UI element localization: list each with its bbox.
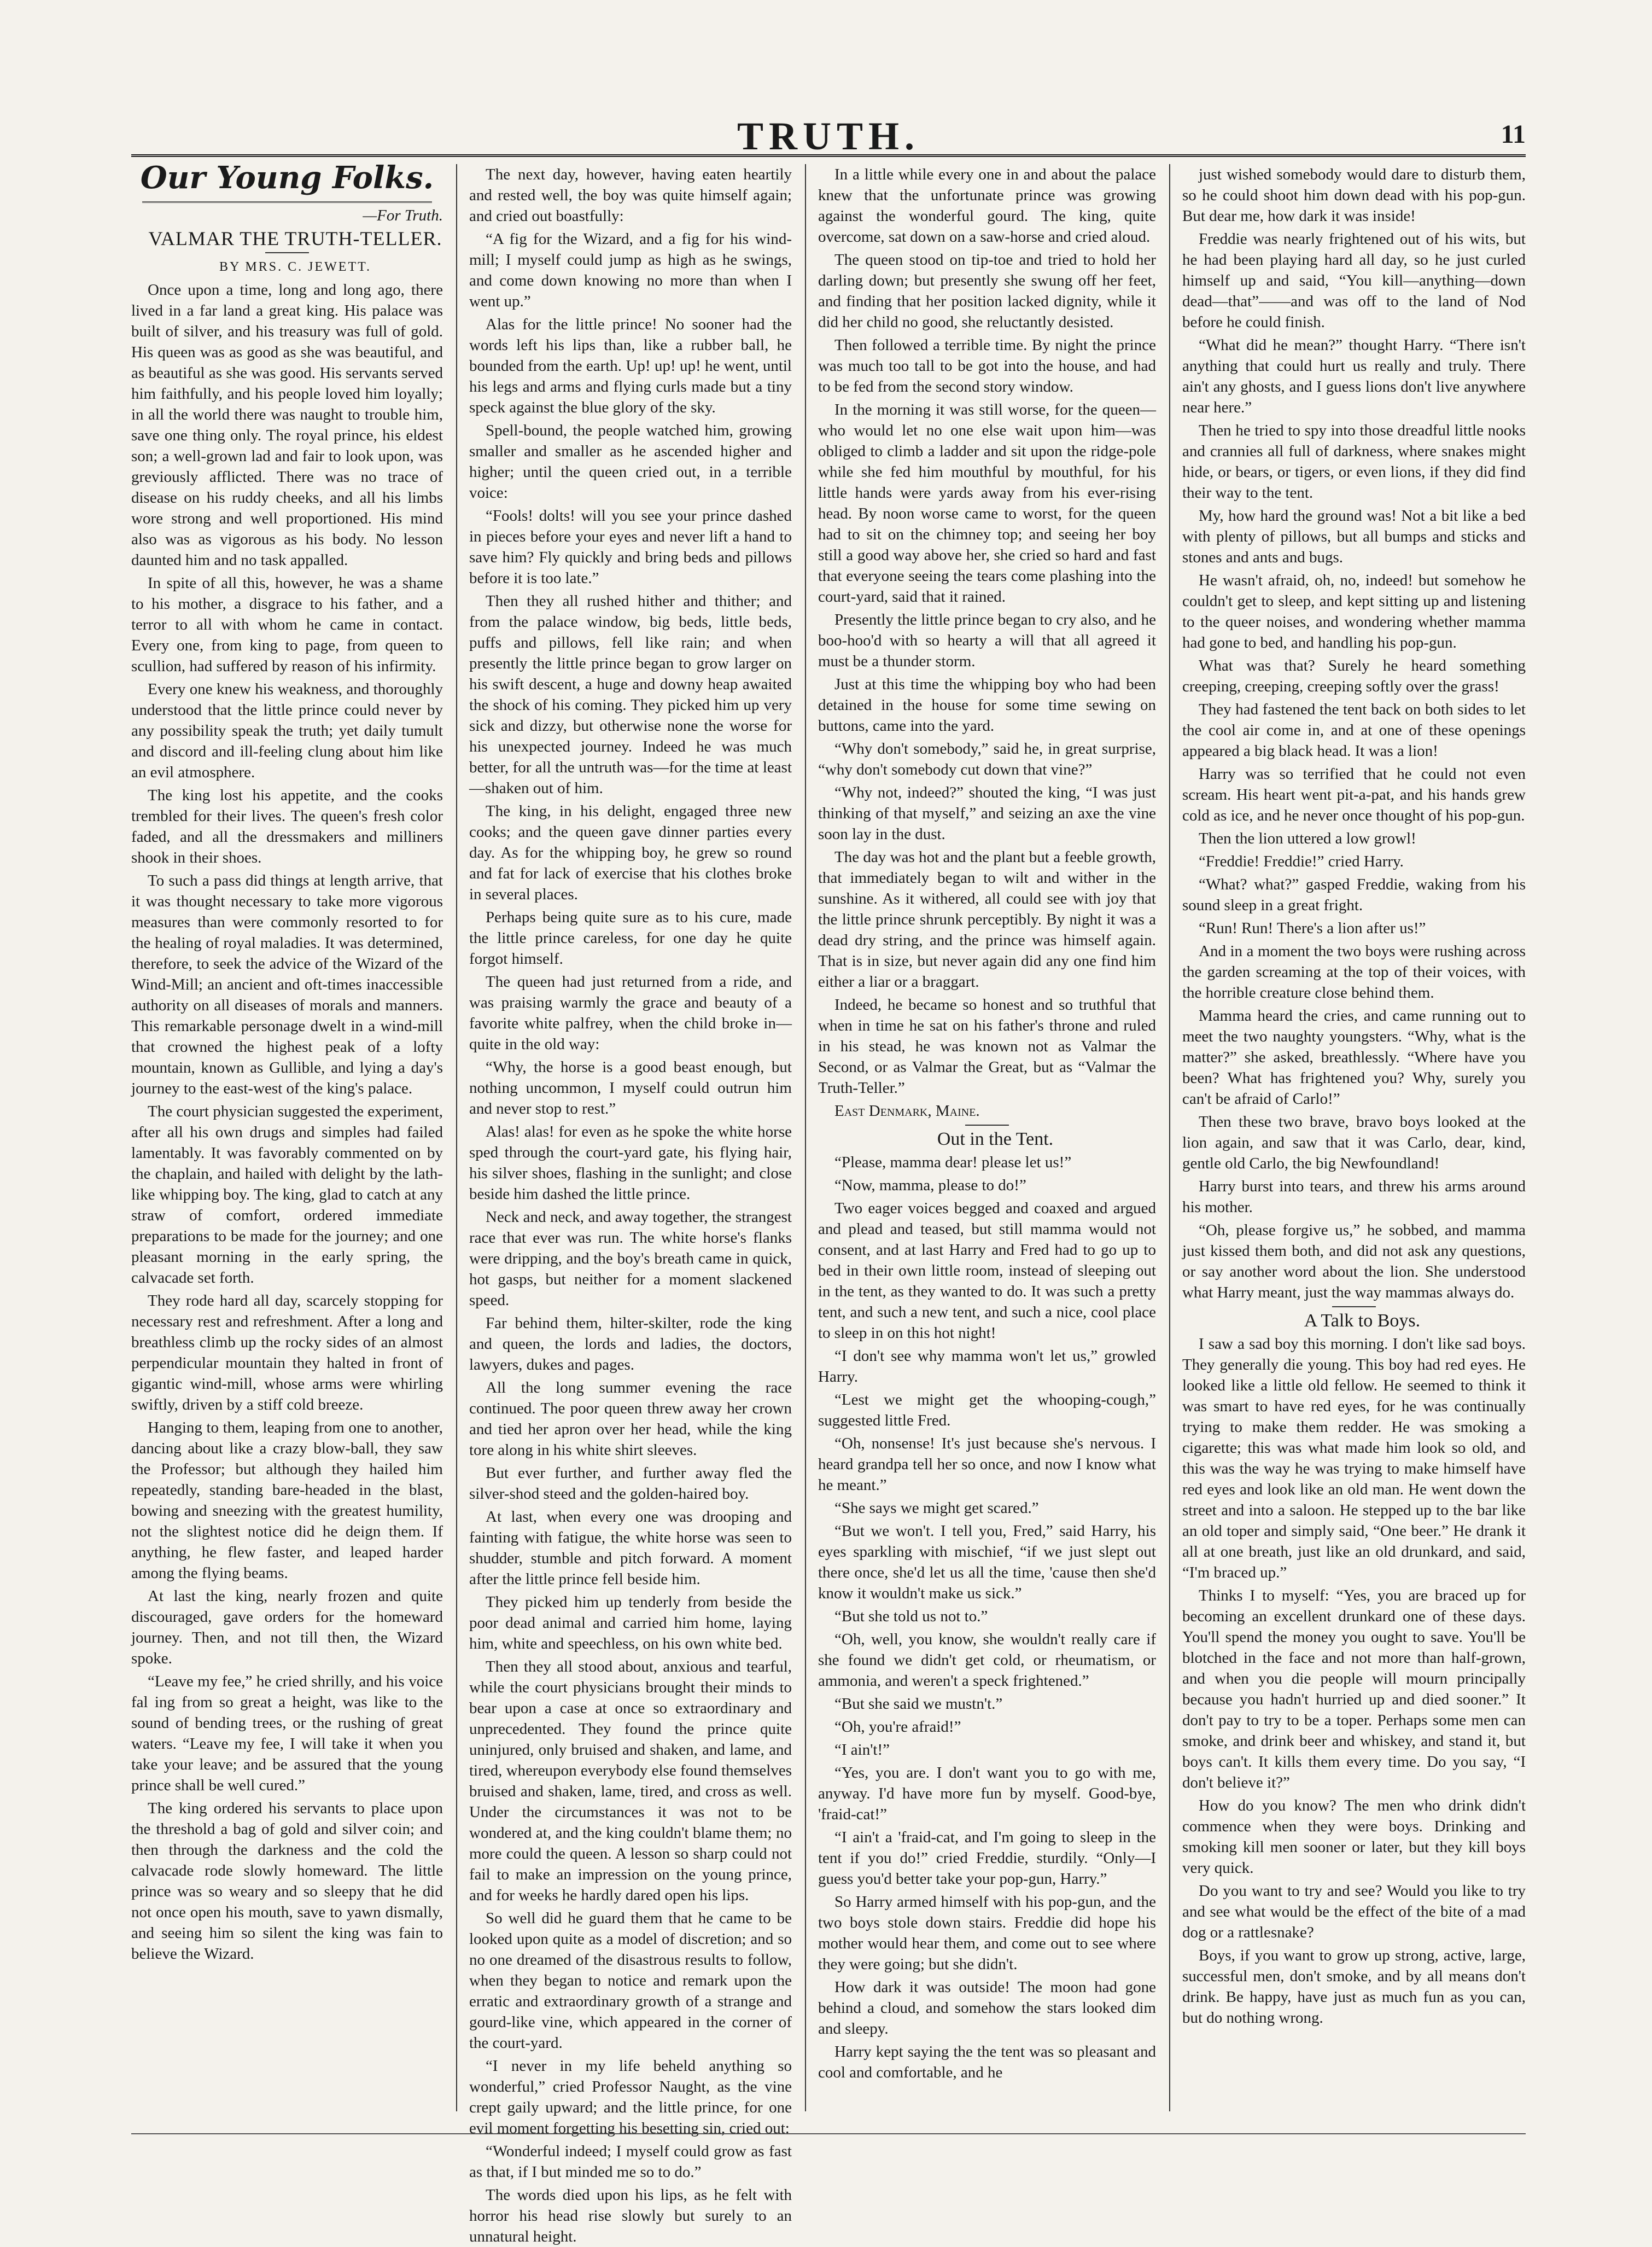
paragraph: Boys, if you want to grow up strong, active, large, successful men, don't smoke, and by all means don't drink. Be happy, have just as much fun as you can, but do nothing wrong. (1182, 1947, 1526, 2027)
paragraph: Then these two brave, bravo boys looked at the lion again, and saw that it was Carlo, dear, kind, gentle old Carlo, the big Newfoundland! (1182, 1113, 1526, 1172)
paragraph: The words died upon his lips, as he felt with horror his head rise slowly but surely to an unnatural height. (469, 2186, 792, 2245)
paragraph: “Why, the horse is a good beast enough, but nothing uncommon, I myself could outrun him and never stop to rest.” (469, 1058, 792, 1117)
paragraph: The queen stood on tip-toe and tried to hold her darling down; but presently she swung off her feet, and finding that her position lacked dignity, while it did her child no good, she reluctantly desisted. (818, 251, 1156, 331)
short-rule (1332, 1306, 1376, 1307)
paragraph: Then he tried to spy into those dreadful little nooks and crannies all full of darkness, where snakes might hide, or bears, or tigers, or even lions, if they did find their way to the tent. (1182, 422, 1526, 502)
bottom-rule (131, 2133, 1526, 2134)
paragraph: Neck and neck, and away together, the strangest race that ever was run. The white horse's flanks were dripping, and the boy's breath came in quick, hot gasps, but neither for a moment slackened speed. (469, 1208, 792, 1309)
paragraph: “Wonderful indeed; I myself could grow as fast as that, if I but minded me so to do.” (469, 2143, 792, 2181)
paragraph: just wished somebody would dare to disturb them, so he could shoot him down dead with his pop-gun. But dear me, how dark it was inside! (1182, 166, 1526, 225)
paragraph: “Oh, well, you know, she wouldn't really care if she found we didn't get cold, or rheumatism, or ammonia, and weren't a speck frightened.” (818, 1631, 1156, 1690)
paragraph: All the long summer evening the race continued. The poor queen threw away her crown and tied her apron over her head, while the king tore along in his white shirt sleeves. (469, 1379, 792, 1459)
paragraph: “Why not, indeed?” shouted the king, “I was just thinking of that myself,” and seizing an axe the vine soon lay in the dust. (818, 784, 1156, 843)
story-title: VALMAR THE TRUTH-TELLER. (148, 228, 442, 249)
paragraph: Just at this time the whipping boy who had been detained in the house for some time sewing on buttons, came into the yard. (818, 676, 1156, 735)
paragraph: The king ordered his servants to place upon the threshold a bag of gold and silver coin; and then through the darkness and the cold the calvacade rode slowly homeward. The little prince was so weary and so sleepy that he did not once open his mouth, save to yawn dismally, and seeing him so silent the king was fain to believe the Wizard. (131, 1800, 443, 1963)
paragraph: Harry kept saying the the tent was so pleasant and cool and comfortable, and he (818, 2043, 1156, 2081)
paragraph: “She says we might get scared.” (834, 1499, 1039, 1517)
paragraph: Indeed, he became so honest and so truthful that when in time he sat on his father's throne and ruled in his stead, he was known not as Valmar the Second, or as Valmar the Great, but as “Valmar the Truth-Teller.” (818, 996, 1156, 1097)
paragraph: My, how hard the ground was! Not a bit like a bed with plenty of pillows, but all bumps and sticks and stones and ants and bugs. (1182, 507, 1526, 566)
paragraph: “I never in my life beheld anything so wonderful,” cried Professor Naught, as the vine crept gaily upward; and the little prince, for one evil moment forgetting his besetting sin, cried out: (469, 2057, 792, 2137)
paragraph: “But we won't. I tell you, Fred,” said Harry, his eyes sparkling with mischief, “if we just slept out there once, she'd let us all the time, 'cause then she'd know it wouldn't make us sick.” (818, 1522, 1156, 1602)
paragraph: But ever further, and further away fled the silver-shod steed and the golden-haired boy. (469, 1464, 792, 1503)
paragraph: I saw a sad boy this morning. I don't like sad boys. They generally die young. This boy had red eyes. He looked like a little old fellow. He seemed to think it was smart to have red eyes, for he was continually trying to make them redder. He was smoking a cigarette; this was what made him look so old, and this was the way he was trying to make himself have red eyes and look like an old man. He went down the street and into a saloon. He stepped up to the bar like an old toper and simply said, “One beer.” He drank it all at one breath, just like an old drunkard, and said, “I'm braced up.” (1182, 1335, 1526, 1581)
paragraph: They had fastened the tent back on both sides to let the cool air come in, and at one of these openings appeared a big black head. It was a lion! (1182, 701, 1526, 760)
paragraph: Harry burst into tears, and threw his arms around his mother. (1182, 1178, 1526, 1216)
paragraph: Then they all stood about, anxious and tearful, while the court physicians brought their minds to bear upon a case at once so extraordinary and unprecedented. They found the prince quite uninjured, only bruised and shaken, and lame, and tired, whereupon everybody else found themselves bruised and shaken, lame, tired, and cross as well. Under the circumstances it was not to be wondered at, and the king couldn't blame them; no more could the queen. A lesson so sharp could not fail to make an impression on the young prince, and for weeks he hardly dared open his lips. (469, 1658, 792, 1904)
paragraph: “Oh, please forgive us,” he sobbed, and mamma just kissed them both, and did not ask any questions, or say another word about the lion. She understood what Harry meant, just the way mammas always do. (1182, 1221, 1526, 1301)
paragraph: “Run! Run! There's a lion after us!” (1199, 919, 1426, 937)
paragraph: How do you know? The men who drink didn't commence when they were boys. Drinking and smoking kill men sooner or later, but they kill boys very quick. (1182, 1797, 1526, 1877)
paragraph: The day was hot and the plant but a feeble growth, that immediately began to wilt and wither in the sunshine. As it withered, all could see with joy that the little prince shrunk perceptibly. By night it was a dead dry string, and the prince was himself again. That is in size, but never again did any one find him either a liar or a braggart. (818, 848, 1156, 991)
paragraph: To such a pass did things at length arrive, that it was thought necessary to take more vigorous measures than were commonly resorted to for the healing of royal maladies. It was determined, therefore, to seek the advice of the Wizard of the Wind-Mill; an ancient and oft-times inaccessible authority on all diseases of morals and manners. This remarkable personage dwelt in a wind-mill that crowned the highest peak of a lofty mountain, known as Gullible, and lying a day's journey to the east-west of the king's palace. (131, 872, 443, 1097)
column-4 (1182, 164, 1526, 2117)
column-divider (456, 164, 457, 2111)
paragraph: Then the lion uttered a low growl! (1199, 830, 1416, 847)
paragraph: “I ain't!” (834, 1741, 890, 1759)
paragraph: Once upon a time, long and long ago, there lived in a far land a great king. His palace was built of silver, and his treasury was full of gold. His queen was as good as she was beautiful, and as beautiful as she was good. His servants served him faithfully, and his people loved him loyally; in all the world there was naught to trouble him, save one thing only. The royal prince, his eldest son; a well-grown lad and fair to look upon, was greviously afflicted. There was no trace of disease on his ruddy cheeks, and all his limbs wore strong and well proportioned. His mind also was as vigorous as his body. No lesson daunted him and no task appalled. (131, 281, 443, 569)
paragraph: The court physician suggested the experiment, after all his own drugs and simples had failed lamentably. It was favorably commented on by the chaplain, and hailed with delight by the lath-like whipping boy. The king, glad to catch at any straw of comfort, ordered immediate preparations to be made for the journey; and one pleasant morning in the early spring, the calvacade set forth. (131, 1103, 443, 1287)
paragraph: “Freddie! Freddie!” cried Harry. (1199, 853, 1404, 870)
paragraph: Then followed a terrible time. By night the prince was much too tall to be got into the house, and had to be fed from the second story window. (818, 336, 1156, 395)
paragraph: Then they all rushed hither and thither; and from the palace window, big beds, little beds, puffs and pillows, fell like rain; and when presently the little prince began to grow larger on his swift descent, a huge and downy heap awaited the shock of his coming. They picked him up very sick and dizzy, but otherwise none the worse for his unexpected journey. Indeed he was much better, for all the untruth was—for the time at least—shaken out of him. (469, 592, 792, 797)
paragraph: At last the king, nearly frozen and quite discouraged, gave orders for the homeward journey. Then, and not till then, the Wizard spoke. (131, 1587, 443, 1667)
paragraph: “But she told us not to.” (834, 1608, 988, 1625)
article-title: Out in the Tent. (937, 1129, 1054, 1149)
paragraph: So Harry armed himself with his pop-gun, and the two boys stole down stairs. Freddie did hope his mother would hear them, and come out to see where they were going; but she didn't. (818, 1893, 1156, 1973)
paragraph: He wasn't afraid, oh, no, indeed! but somehow he couldn't get to sleep, and kept sitting up and listening to the queer noises, and wondering whether mamma had gone to bed, and handling his pop-gun. (1182, 572, 1526, 651)
paragraph: “But she said we mustn't.” (834, 1695, 1003, 1713)
paragraph: The queen had just returned from a ride, and was praising warmly the grace and beauty of a favorite white palfrey, when the child broke in—quite in the old way: (469, 973, 792, 1053)
paragraph: Every one knew his weakness, and thoroughly understood that the little prince could never by any possibility speak the truth; yet daily tumult and discord and ill-feeling clung about him like an evil atmosphere. (131, 680, 443, 781)
short-rule (265, 252, 309, 253)
paragraph: Thinks I to myself: “Yes, you are braced up for becoming an excellent drunkard one of these days. You'll spend the money you ought to save. You'll be blotched in the face and not more than half-grown, and when you die people will mourn principally because you hadn't hurried up and died sooner.” It don't pay to try to be a toper. Perhaps some men can smoke, and drink beer and whiskey, and stand it, but boys can't. It kills them every time. Do you say, “I don't believe it?” (1182, 1587, 1526, 1791)
masthead-title: TRUTH. (737, 114, 920, 158)
paragraph: In spite of all this, however, he was a shame to his mother, a disgrace to his father, and a terror to all with whom he came in contact. Every one, from king to page, from queen to scullion, had suffered by reason of his infirmity. (131, 574, 443, 675)
paragraph: Hanging to them, leaping from one to another, dancing about like a crazy blow-ball, they saw the Professor; but although they hailed him repeatedly, standing bare-headed in the blast, bowing and sneezing with the greatest humility, not the slightest notice did he deign them. If anything, he flew faster, and leaped harder among the flying beams. (131, 1419, 443, 1582)
paragraph: They picked him up tenderly from beside the poor dead animal and carried him home, laying him, white and speechless, on his own white bed. (469, 1593, 792, 1652)
column-divider (805, 164, 806, 2111)
paragraph: Freddie was nearly frightened out of his wits, but he had been playing hard all day, so he just curled himself up and said, “You kill—anything—down dead—that”——and was off to the land of Nod before he could finish. (1182, 230, 1526, 331)
paragraph: Harry was so terrified that he could not even scream. His heart went pit-a-pat, and his hands grew cold as ice, and he never once thought of his pop-gun. (1182, 765, 1526, 824)
paragraph: The king, in his delight, engaged three new cooks; and the queen gave dinner parties every day. As for the whipping boy, he grew so round and fat for lack of exercise that his clothes broke in several places. (469, 802, 792, 903)
paragraph: Alas for the little prince! No sooner had the words left his lips than, like a rubber ball, he bounded from the earth. Up! up! up! he went, until his legs and arms and flying curls made but a tiny speck against the blue glory of the sky. (469, 316, 792, 416)
paragraph: What was that? Surely he heard something creeping, creeping, creeping softly over the grass! (1182, 657, 1526, 695)
paragraph: “Now, mamma, please to do!” (834, 1177, 1026, 1194)
column-3 (818, 164, 1156, 2117)
byline: BY MRS. C. JEWETT. (219, 260, 371, 274)
paragraph: In a little while every one in and about the palace knew that the unfortunate prince was growing against the wonderful gourd. The king, quite overcome, sat down on a saw-horse and cried aloud. (818, 166, 1156, 246)
paragraph: The next day, however, having eaten heartily and rested well, the boy was quite himself again; and cried out boastfully: (469, 166, 792, 225)
paragraph: Two eager voices begged and coaxed and argued and plead and teased, but still mamma would not consent, and at last Harry and Fred had to go up to bed in their own little room, instead of sleeping out in the tent, as they wanted to do. It was such a pretty tent, and such a new tent, and such a nice, cool place to sleep in on this hot night! (818, 1200, 1156, 1342)
paragraph: “Oh, nonsense! It's just because she's nervous. I heard grandpa tell her so once, and now I know what he meant.” (818, 1435, 1156, 1494)
paragraph: Do you want to try and see? Would you like to try and see what would be the effect of the bite of a mad dog or a rattlesnake? (1182, 1882, 1526, 1941)
column-2 (469, 164, 792, 2245)
column-divider (1169, 164, 1170, 2111)
masthead (131, 114, 1526, 158)
paragraph: “I ain't a 'fraid-cat, and I'm going to sleep in the tent if you do!” cried Freddie, sturdily. “Only—I guess you'd better take your pop-gun, Harry.” (818, 1829, 1156, 1888)
page-number: 11 (1501, 120, 1526, 149)
paragraph: “What? what?” gasped Freddie, waking from his sound sleep in a great fright. (1182, 876, 1526, 914)
paragraph: They rode hard all day, scarcely stopping for necessary rest and refreshment. After a long and breathless climb up the rocky sides of an almost perpendicular mountain they halted in front of gigantic wind-mill, whose arms were whirling swiftly, driven by a stiff cold breeze. (131, 1292, 443, 1413)
paragraph: So well did he guard them that he came to be looked upon quite as a model of discretion; and so no one dreamed of the disastrous results to follow, when they began to notice and remark upon the erratic and extraordinary growth of a strange and gourd-like vine, which appeared in the corner of the court-yard. (469, 1910, 792, 2052)
article-title: A Talk to Boys. (1304, 1311, 1421, 1331)
section-heading: Our Young Folks. (140, 160, 434, 196)
paragraph: Presently the little prince began to cry also, and he boo-hoo'd with so hearty a will that all agreed it must be a thunder storm. (818, 611, 1156, 670)
paragraph: “I don't see why mamma won't let us,” growled Harry. (818, 1347, 1156, 1386)
short-rule (965, 1125, 1009, 1126)
paragraph: “Oh, you're afraid!” (834, 1718, 961, 1736)
paragraph: How dark it was outside! The moon had gone behind a cloud, and somehow the stars looked dim and sleepy. (818, 1978, 1156, 2038)
paragraph: “Please, mamma dear! please let us!” (834, 1154, 1072, 1171)
paragraph: In the morning it was still worse, for the queen—who would let no one else wait upon him—was obliged to climb a ladder and sit upon the ridge-pole while she fed him mouthful by mouthful, for his little hands were yards away from his ever-rising head. By noon worse came to worst, for the queen had to sit on the chimney top; and seeing her boy still a good way above her, she cried so hard and fast that everyone seeing the tears come plashing into the court-yard, said that it rained. (818, 401, 1156, 606)
paragraph: At last, when every one was drooping and fainting with fatigue, the white horse was seen to shudder, stumble and pitch forward. A moment after the little prince fell beside him. (469, 1508, 792, 1588)
paragraph: “Why don't somebody,” said he, in great surprise, “why don't somebody cut down that vine?” (818, 740, 1156, 778)
paragraph: Spell-bound, the people watched him, growing smaller and smaller as he ascended higher and higher; until the queen cried out, in a terrible voice: (469, 422, 792, 502)
paragraph: “Leave my fee,” he cried shrilly, and his voice fal ing from so great a height, was like to the sound of bending trees, or the rushing of great waters. “Leave my fee, I will take it when you take your leave; and be assured that the young prince shall be well cured.” (131, 1673, 443, 1794)
paragraph: “A fig for the Wizard, and a fig for his wind-mill; I myself could jump as high as he swings, and come down knowing no more than when I went up.” (469, 230, 792, 310)
credit-line: —For Truth. (363, 207, 443, 224)
paragraph: Far behind them, hilter-skilter, rode the king and queen, the lords and ladies, the doctors, lawyers, dukes and pages. (469, 1314, 792, 1373)
paragraph: Alas! alas! for even as he spoke the white horse sped through the court-yard gate, his flying hair, his silver shoes, flashing in the sunlight; and close beside him dashed the little prince. (469, 1123, 792, 1203)
paragraph: “Yes, you are. I don't want you to go with me, anyway. I'd have more fun by myself. Good-bye, 'fraid-cat!” (818, 1764, 1156, 1823)
column-1 (131, 160, 443, 2117)
signature: East Denmark, Maine. (834, 1102, 980, 1120)
paragraph: The king lost his appetite, and the cooks trembled for their lives. The queen's fresh color faded, and all the dressmakers and milliners shook in their shoes. (131, 787, 443, 866)
paragraph: “Fools! dolts! will you see your prince dashed in pieces before your eyes and never lift a hand to save him? Fly quickly and bring beds and pillows before it is too late.” (469, 507, 792, 587)
masthead-rule (131, 154, 1526, 157)
paragraph: Perhaps being quite sure as to his cure, made the little prince careless, for one day he quite forgot himself. (469, 909, 792, 968)
paragraph: Mamma heard the cries, and came running out to meet the two naughty youngsters. “Why, what is the matter?” she asked, breathlessly. “Where have you been? What has frightened you? Why, surely you can't be afraid of Carlo!” (1182, 1007, 1526, 1108)
paragraph: And in a moment the two boys were rushing across the garden screaming at the top of their voices, with the horrible creature close behind them. (1182, 942, 1526, 1002)
paragraph: “What did he mean?” thought Harry. “There isn't anything that could hurt us really and truly. There ain't any ghosts, and I guess lions don't live anywhere near here.” (1182, 336, 1526, 416)
paragraph: “Lest we might get the whooping-cough,” suggested little Fred. (818, 1391, 1156, 1429)
